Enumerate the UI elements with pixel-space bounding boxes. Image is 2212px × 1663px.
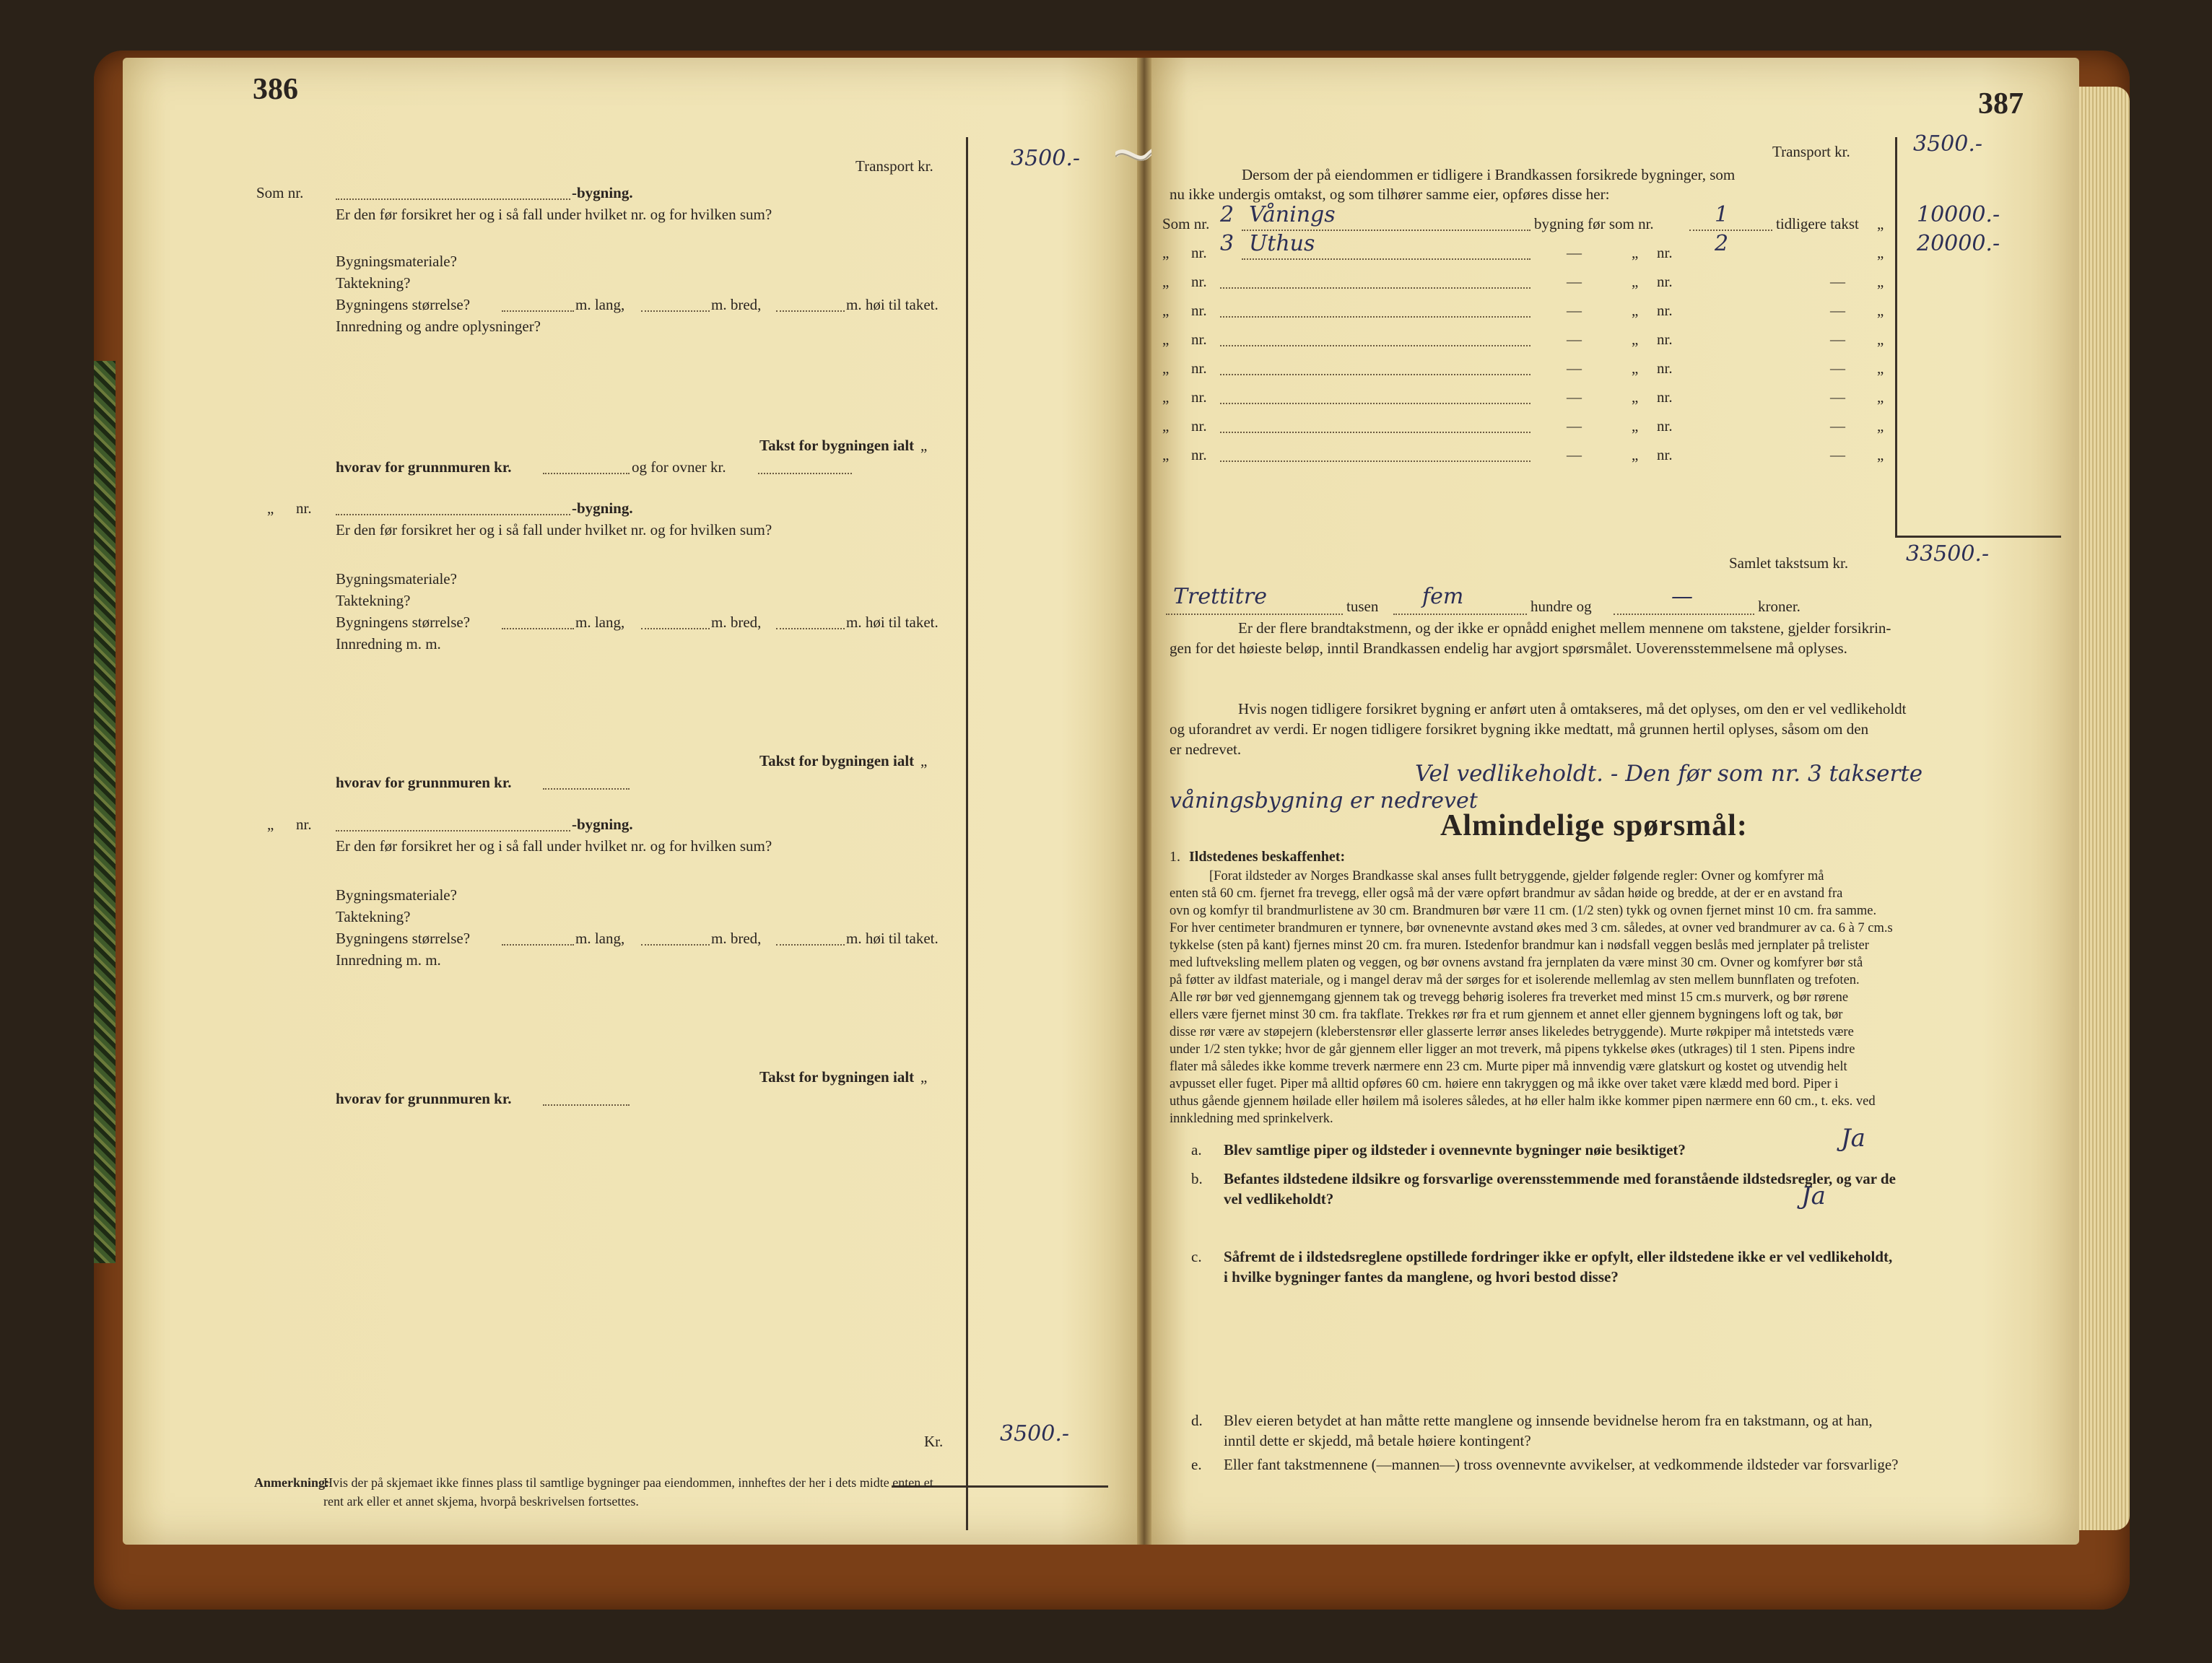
dash-mark: — bbox=[1830, 417, 1845, 435]
dotted-line bbox=[1166, 614, 1343, 615]
dash-mark: — bbox=[1830, 388, 1845, 406]
bygning-label: -bygning. bbox=[572, 816, 633, 833]
dash-mark: — bbox=[1567, 388, 1582, 406]
width-label: m. bred, bbox=[711, 296, 762, 313]
kroner-label: kroner. bbox=[1758, 598, 1800, 615]
ditto-mark: „ bbox=[1877, 359, 1884, 377]
interior-label: Innredning og andre oplysninger? bbox=[336, 318, 541, 335]
question-letter: b. bbox=[1191, 1170, 1203, 1187]
height-label: m. høi til taket. bbox=[846, 614, 939, 631]
row-old-number: 1 bbox=[1715, 202, 1729, 227]
length-label: m. lang, bbox=[575, 296, 625, 313]
dotted-line bbox=[1242, 258, 1530, 260]
page-number-left: 386 bbox=[253, 73, 298, 106]
amount-column-line bbox=[1895, 137, 1897, 538]
question-letter: d. bbox=[1191, 1412, 1203, 1429]
question-answer: Ja bbox=[1841, 1124, 1865, 1153]
ditto-mark: „ bbox=[267, 499, 274, 517]
amount-words-hundreds: fem bbox=[1422, 584, 1464, 609]
question-answer: Ja bbox=[1801, 1182, 1826, 1210]
dotted-line bbox=[758, 473, 852, 474]
row-bygning-label: bygning før som nr. bbox=[1534, 215, 1654, 232]
rules-line: [Forat ildsteder av Norges Brandkasse skal anses fullt betryggende, gjelder følgende regler: Ovner og komfyrer må bbox=[1209, 869, 1824, 883]
interior-label: Innredning m. m. bbox=[336, 951, 441, 969]
row-prefix: Som nr. bbox=[1162, 215, 1210, 232]
total-kr-label: Kr. bbox=[924, 1433, 944, 1450]
row-number: 3 bbox=[1220, 231, 1235, 256]
remark-text-line1: Hvis der på skjemaet ikke finnes plass til samtlige bygninger paa eiendommen, innheftes der her i dets midte enten et bbox=[323, 1475, 933, 1490]
question-text-line2: inntil dette er skjedd, må betale høiere kontingent? bbox=[1224, 1432, 1531, 1449]
multiple-appraisers-text-line1: Er der flere brandtakstmenn, og der ikke er opnådd enighet mellem mennene om takstene, gjelder forsikrin- bbox=[1238, 619, 1891, 637]
ditto-mark: „ bbox=[1162, 446, 1170, 463]
rules-line: Alle rør bør ved gjennemgang gjennem tak og trevegg behørig isoleres fra treverket med minst 15 cm.s murverk, og bør rørene bbox=[1170, 990, 1849, 1005]
block-prefix: Som nr. bbox=[256, 184, 304, 201]
row-number: 2 bbox=[1220, 202, 1235, 227]
dotted-line bbox=[502, 944, 574, 946]
book-gutter bbox=[1137, 58, 1151, 1545]
question-text-line2: vel vedlikeholdt? bbox=[1224, 1190, 1334, 1208]
nr-label: nr. bbox=[1657, 417, 1673, 435]
nr-label: nr. bbox=[1657, 359, 1673, 377]
ditto-mark: „ bbox=[1162, 331, 1170, 348]
intro-line2: nu ikke undergis omtakst, og som tilhører samme eier, opføres disse her: bbox=[1170, 185, 1610, 203]
height-label: m. høi til taket. bbox=[846, 930, 939, 947]
total-kr-value: 3500.- bbox=[1000, 1421, 1070, 1446]
interior-label: Innredning m. m. bbox=[336, 635, 441, 652]
ditto-mark: „ bbox=[1632, 331, 1639, 348]
dotted-line bbox=[1689, 230, 1772, 231]
rules-line: enten stå 60 cm. fjernet fra trevegg, eller også må der være opført brandmur av sådan høide og bredde, at der er en avstand fra bbox=[1170, 886, 1843, 901]
dotted-line bbox=[336, 830, 570, 832]
dash-mark: — bbox=[1830, 302, 1845, 319]
dotted-line bbox=[776, 628, 845, 629]
question-text-line1: Såfremt de i ildstedsreglene opstillede fordringer ikke er opfylt, eller ildstedene ikke er vel vedlikeholdt, bbox=[1224, 1248, 1893, 1265]
row-prefix: nr. bbox=[1191, 244, 1207, 261]
material-label: Bygningsmateriale? bbox=[336, 886, 457, 904]
nr-label: nr. bbox=[1657, 331, 1673, 348]
dotted-line bbox=[776, 944, 845, 946]
dotted-line bbox=[1220, 374, 1530, 375]
ditto-mark: „ bbox=[1162, 388, 1170, 406]
rules-line: med luftveksling mellem platen og veggen, og bør ovnens avstand fra jernplaten da være minst 30 cm. Ovner og komfyrer bør stå bbox=[1170, 956, 1863, 970]
dotted-line bbox=[641, 628, 710, 629]
insured-question: Er den før forsikret her og i så fall under hvilket nr. og for hvilken sum? bbox=[336, 521, 772, 538]
nr-label: nr. bbox=[1191, 359, 1207, 377]
intro-line1: Dersom der på eiendommen er tidligere i Brandkassen forsikrede bygninger, som bbox=[1242, 166, 1736, 183]
question-text-line2: i hvilke bygninger fantes da manglene, og hvori bestod disse? bbox=[1224, 1268, 1619, 1286]
previous-building-text-line3: er nedrevet. bbox=[1170, 741, 1242, 758]
ditto-mark: „ bbox=[1877, 388, 1884, 406]
question-text: Blev samtlige piper og ildsteder i ovennevnte bygninger nøie besiktiget? bbox=[1224, 1141, 1686, 1158]
foundation-label: hvorav for grunnmuren kr. bbox=[336, 774, 512, 791]
size-label: Bygningens størrelse? bbox=[336, 296, 471, 313]
valuation-label: Takst for bygningen ialt bbox=[759, 1068, 915, 1086]
dash-mark: — bbox=[1830, 359, 1845, 377]
dash-mark: — bbox=[1567, 331, 1582, 348]
length-label: m. lang, bbox=[575, 614, 625, 631]
dotted-line bbox=[1393, 614, 1527, 615]
dash-mark: — bbox=[1567, 359, 1582, 377]
ditto-mark: „ bbox=[1632, 388, 1639, 406]
ditto-mark: „ bbox=[1162, 244, 1170, 261]
width-label: m. bred, bbox=[711, 614, 762, 631]
ditto-mark: „ bbox=[1632, 359, 1639, 377]
transport-value: 3500.- bbox=[1011, 146, 1081, 171]
foundation-label: hvorav for grunnmuren kr. bbox=[336, 1090, 512, 1107]
dash-mark: — bbox=[1830, 331, 1845, 348]
size-label: Bygningens størrelse? bbox=[336, 614, 471, 631]
rules-line: disse rør være av støpejern (kleberstensrør eller glasserte lerrør anses likeledes betryggende). Murte røkpiper må intetsteds være bbox=[1170, 1025, 1854, 1039]
thousand-label: tusen bbox=[1346, 598, 1379, 615]
row-value: 10000.- bbox=[1917, 202, 2000, 227]
ditto-mark: „ bbox=[1877, 273, 1884, 290]
dotted-line bbox=[1220, 403, 1530, 404]
rules-line: avpusset eller fuget. Piper må alltid opføres 60 cm. høiere enn takryggen og må ikke over taket være klædd med bord. Piper i bbox=[1170, 1077, 1839, 1091]
rules-line: tykkelse (sten på kant) fjernes minst 20 cm. fra muren. Istedenfor brandmur kan i nødsfall veggen beslås med jernplater på trelister bbox=[1170, 938, 1869, 953]
amount-column-line bbox=[966, 137, 968, 1530]
dotted-line bbox=[1614, 614, 1754, 615]
question-text-line1: Blev eieren betydet at han måtte rette manglene og innsende bevidnelse herom fra en takstmann, og at han, bbox=[1224, 1412, 1873, 1429]
question-letter: c. bbox=[1191, 1248, 1202, 1265]
ditto-mark: „ bbox=[1162, 417, 1170, 435]
row-building-name: Vånings bbox=[1249, 202, 1336, 227]
ditto-mark: „ bbox=[920, 1068, 928, 1086]
dotted-line bbox=[502, 310, 574, 312]
row-takst-label: tidligere takst bbox=[1776, 215, 1859, 232]
nr-label: nr. bbox=[1657, 302, 1673, 319]
amount-words-thousands: Trettitre bbox=[1173, 584, 1267, 609]
insured-question: Er den før forsikret her og i så fall under hvilket nr. og for hvilken sum? bbox=[336, 206, 772, 223]
question-letter: a. bbox=[1191, 1141, 1202, 1158]
dotted-line bbox=[776, 310, 845, 312]
ditto-mark: „ bbox=[1632, 417, 1639, 435]
transport-value: 3500.- bbox=[1913, 131, 1983, 157]
nr-label: nr. bbox=[1191, 417, 1207, 435]
rules-line: uthus gående gjennem høilade eller høilem må isoleres således, at hø eller halm ikke kommer pipen nærmere enn 60 cm., t. eks. ved bbox=[1170, 1094, 1876, 1109]
total-sum-label: Samlet takstsum kr. bbox=[1729, 554, 1849, 572]
dotted-line bbox=[1220, 432, 1530, 433]
dotted-line bbox=[502, 628, 574, 629]
multiple-appraisers-text-line2: gen for det høieste beløp, inntil Brandkassen endelig har avgjort spørsmålet. Uoverensstemmelsene må oplyses. bbox=[1170, 640, 1847, 657]
dotted-line bbox=[1220, 345, 1530, 346]
page-number-right: 387 bbox=[1978, 87, 2024, 121]
transport-label: Transport kr. bbox=[1772, 143, 1850, 160]
ditto-mark: „ bbox=[920, 752, 928, 769]
foundation-label: hvorav for grunnmuren kr. bbox=[336, 458, 512, 476]
hundred-label: hundre og bbox=[1530, 598, 1592, 615]
dotted-line bbox=[1220, 287, 1530, 289]
roof-label: Taktekning? bbox=[336, 908, 411, 925]
nr-label: nr. bbox=[1191, 331, 1207, 348]
rules-line: ovn og komfyr til brandmurlistene av 30 cm. Brandmuren bør være 11 cm. (1/2 sten) tykk og ovnen fjernet minst 10 cm. fra samme. bbox=[1170, 904, 1877, 918]
insured-question: Er den før forsikret her og i så fall under hvilket nr. og for hvilken sum? bbox=[336, 837, 772, 855]
rules-line: på føtter av ildfast materiale, og i mangel derav må der sørges for et isolerende mellemlag av sten mellem bunnflaten og trefoten. bbox=[1170, 973, 1860, 987]
nr-label: nr. bbox=[1657, 388, 1673, 406]
ditto-mark: „ bbox=[1162, 359, 1170, 377]
page-edges bbox=[2079, 87, 2130, 1530]
roof-label: Taktekning? bbox=[336, 274, 411, 292]
nr-label: nr. bbox=[1191, 446, 1207, 463]
dash-mark: — bbox=[1567, 417, 1582, 435]
dash-mark: — bbox=[1567, 302, 1582, 319]
total-sum-value: 33500.- bbox=[1906, 541, 1990, 567]
dotted-line bbox=[336, 198, 570, 200]
rules-line: innkledning med sprinkelverk. bbox=[1170, 1112, 1333, 1126]
ditto-mark: „ bbox=[1632, 302, 1639, 319]
dotted-line bbox=[1220, 461, 1530, 462]
ditto-mark: „ bbox=[1632, 273, 1639, 290]
ditto-mark: „ bbox=[1162, 273, 1170, 290]
ditto-mark: „ bbox=[1877, 417, 1884, 435]
ditto-mark: „ bbox=[1877, 302, 1884, 319]
dash-mark: — bbox=[1830, 273, 1845, 290]
previous-building-text-line2: og uforandret av verdi. Er nogen tidligere forsikret bygning ikke medtatt, må grunnen hertil oplyses, såsom om den bbox=[1170, 720, 1869, 738]
dash-mark: — bbox=[1567, 273, 1582, 290]
dotted-line bbox=[641, 310, 710, 312]
rules-line: flater må således ikke komme treverk nærmere enn 23 cm. Murte piper må innvendig være glatskurt og kostet og utvendig helt bbox=[1170, 1060, 1847, 1074]
size-label: Bygningens størrelse? bbox=[336, 930, 471, 947]
ditto-mark: „ bbox=[1877, 331, 1884, 348]
row-value: 20000.- bbox=[1917, 231, 2000, 256]
amount-words-units: — bbox=[1671, 584, 1693, 609]
dash-mark: — bbox=[1567, 446, 1582, 463]
handwritten-maintenance-note-line2: våningsbygning er nedrevet bbox=[1170, 788, 1478, 813]
section-title: Ildstedenes beskaffenhet: bbox=[1189, 849, 1346, 865]
ditto-mark: „ bbox=[1877, 446, 1884, 463]
transport-label: Transport kr. bbox=[855, 157, 933, 175]
question-text: Eller fant takstmennene (—mannen—) tross ovennevnte avvikelser, at vedkommende ildsteder var forsvarlige? bbox=[1224, 1456, 1899, 1473]
stoves-label: og for ovner kr. bbox=[632, 458, 726, 476]
nr-label: nr. bbox=[1191, 388, 1207, 406]
left-page bbox=[123, 58, 1137, 1545]
rules-line: ellers være fjernet minst 30 cm. fra takflate. Trekkes rør fra et rum gjennem et annet eller gjennem bygningens loft og tak, bør bbox=[1170, 1008, 1843, 1022]
ditto-mark: „ bbox=[1877, 215, 1884, 232]
valuation-label: Takst for bygningen ialt bbox=[759, 752, 915, 769]
ditto-mark: „ bbox=[267, 816, 274, 833]
nr-label: nr. bbox=[1191, 273, 1207, 290]
roof-label: Taktekning? bbox=[336, 592, 411, 609]
dotted-line bbox=[543, 788, 630, 790]
dotted-line bbox=[543, 473, 630, 474]
right-page bbox=[1151, 58, 2079, 1545]
rules-line: For hver centimeter brandmuren er tynnere, bør ovnenevnte avstand økes med 3 cm. således, at ovner ved brandmurer av ca. 6 à 7 cm.s bbox=[1170, 921, 1893, 935]
nr-label: nr. bbox=[1657, 273, 1673, 290]
dotted-line bbox=[1220, 316, 1530, 318]
ditto-mark: „ bbox=[1877, 244, 1884, 261]
ditto-mark: „ bbox=[1632, 244, 1639, 261]
rules-line: under 1/2 sten tykke; hvor de går gjennem eller ligger an mot treverk, må pipens tykkelse økes (utkrages) til 1 sten. Pipens indre bbox=[1170, 1042, 1855, 1057]
sum-rule bbox=[1895, 536, 2061, 538]
row-building-name: Uthus bbox=[1249, 231, 1315, 256]
length-label: m. lang, bbox=[575, 930, 625, 947]
dotted-line bbox=[543, 1104, 630, 1106]
dotted-line bbox=[641, 944, 710, 946]
remark-text-line2: rent ark eller et annet skjema, hvorpå beskrivelsen fortsettes. bbox=[323, 1494, 639, 1509]
general-questions-heading: Almindelige spørsmål: bbox=[1440, 809, 1748, 842]
nr-label: nr. bbox=[1191, 302, 1207, 319]
material-label: Bygningsmateriale? bbox=[336, 253, 457, 270]
marbled-edge-left bbox=[94, 361, 116, 1263]
nr-label: nr. bbox=[1657, 244, 1673, 261]
block-prefix: nr. bbox=[296, 499, 312, 517]
bygning-label: -bygning. bbox=[572, 499, 633, 517]
ditto-mark: „ bbox=[920, 437, 928, 454]
dotted-line bbox=[336, 514, 570, 515]
handwritten-maintenance-note-line1: Vel vedlikeholdt. - Den før som nr. 3 takserte bbox=[1415, 761, 1923, 787]
row-old-number: 2 bbox=[1715, 231, 1729, 256]
dash-mark: — bbox=[1830, 446, 1845, 463]
valuation-label: Takst for bygningen ialt bbox=[759, 437, 915, 454]
ditto-mark: „ bbox=[1632, 446, 1639, 463]
ditto-mark: „ bbox=[1162, 302, 1170, 319]
nr-label: nr. bbox=[1657, 446, 1673, 463]
question-letter: e. bbox=[1191, 1456, 1202, 1473]
block-prefix: nr. bbox=[296, 816, 312, 833]
remark-label: Anmerkning: bbox=[254, 1475, 330, 1490]
section-number: 1. bbox=[1170, 849, 1180, 865]
width-label: m. bred, bbox=[711, 930, 762, 947]
question-text-line1: Befantes ildstedene ildsikre og forsvarlige overensstemmende med foranstående ildstedsregler, og var de bbox=[1224, 1170, 1896, 1187]
previous-building-text-line1: Hvis nogen tidligere forsikret bygning er anført uten å omtakseres, må det oplyses, om den er vel vedlikeholdt bbox=[1238, 700, 1907, 717]
material-label: Bygningsmateriale? bbox=[336, 570, 457, 588]
dash-mark: — bbox=[1567, 244, 1582, 261]
height-label: m. høi til taket. bbox=[846, 296, 939, 313]
bygning-label: -bygning. bbox=[572, 184, 633, 201]
